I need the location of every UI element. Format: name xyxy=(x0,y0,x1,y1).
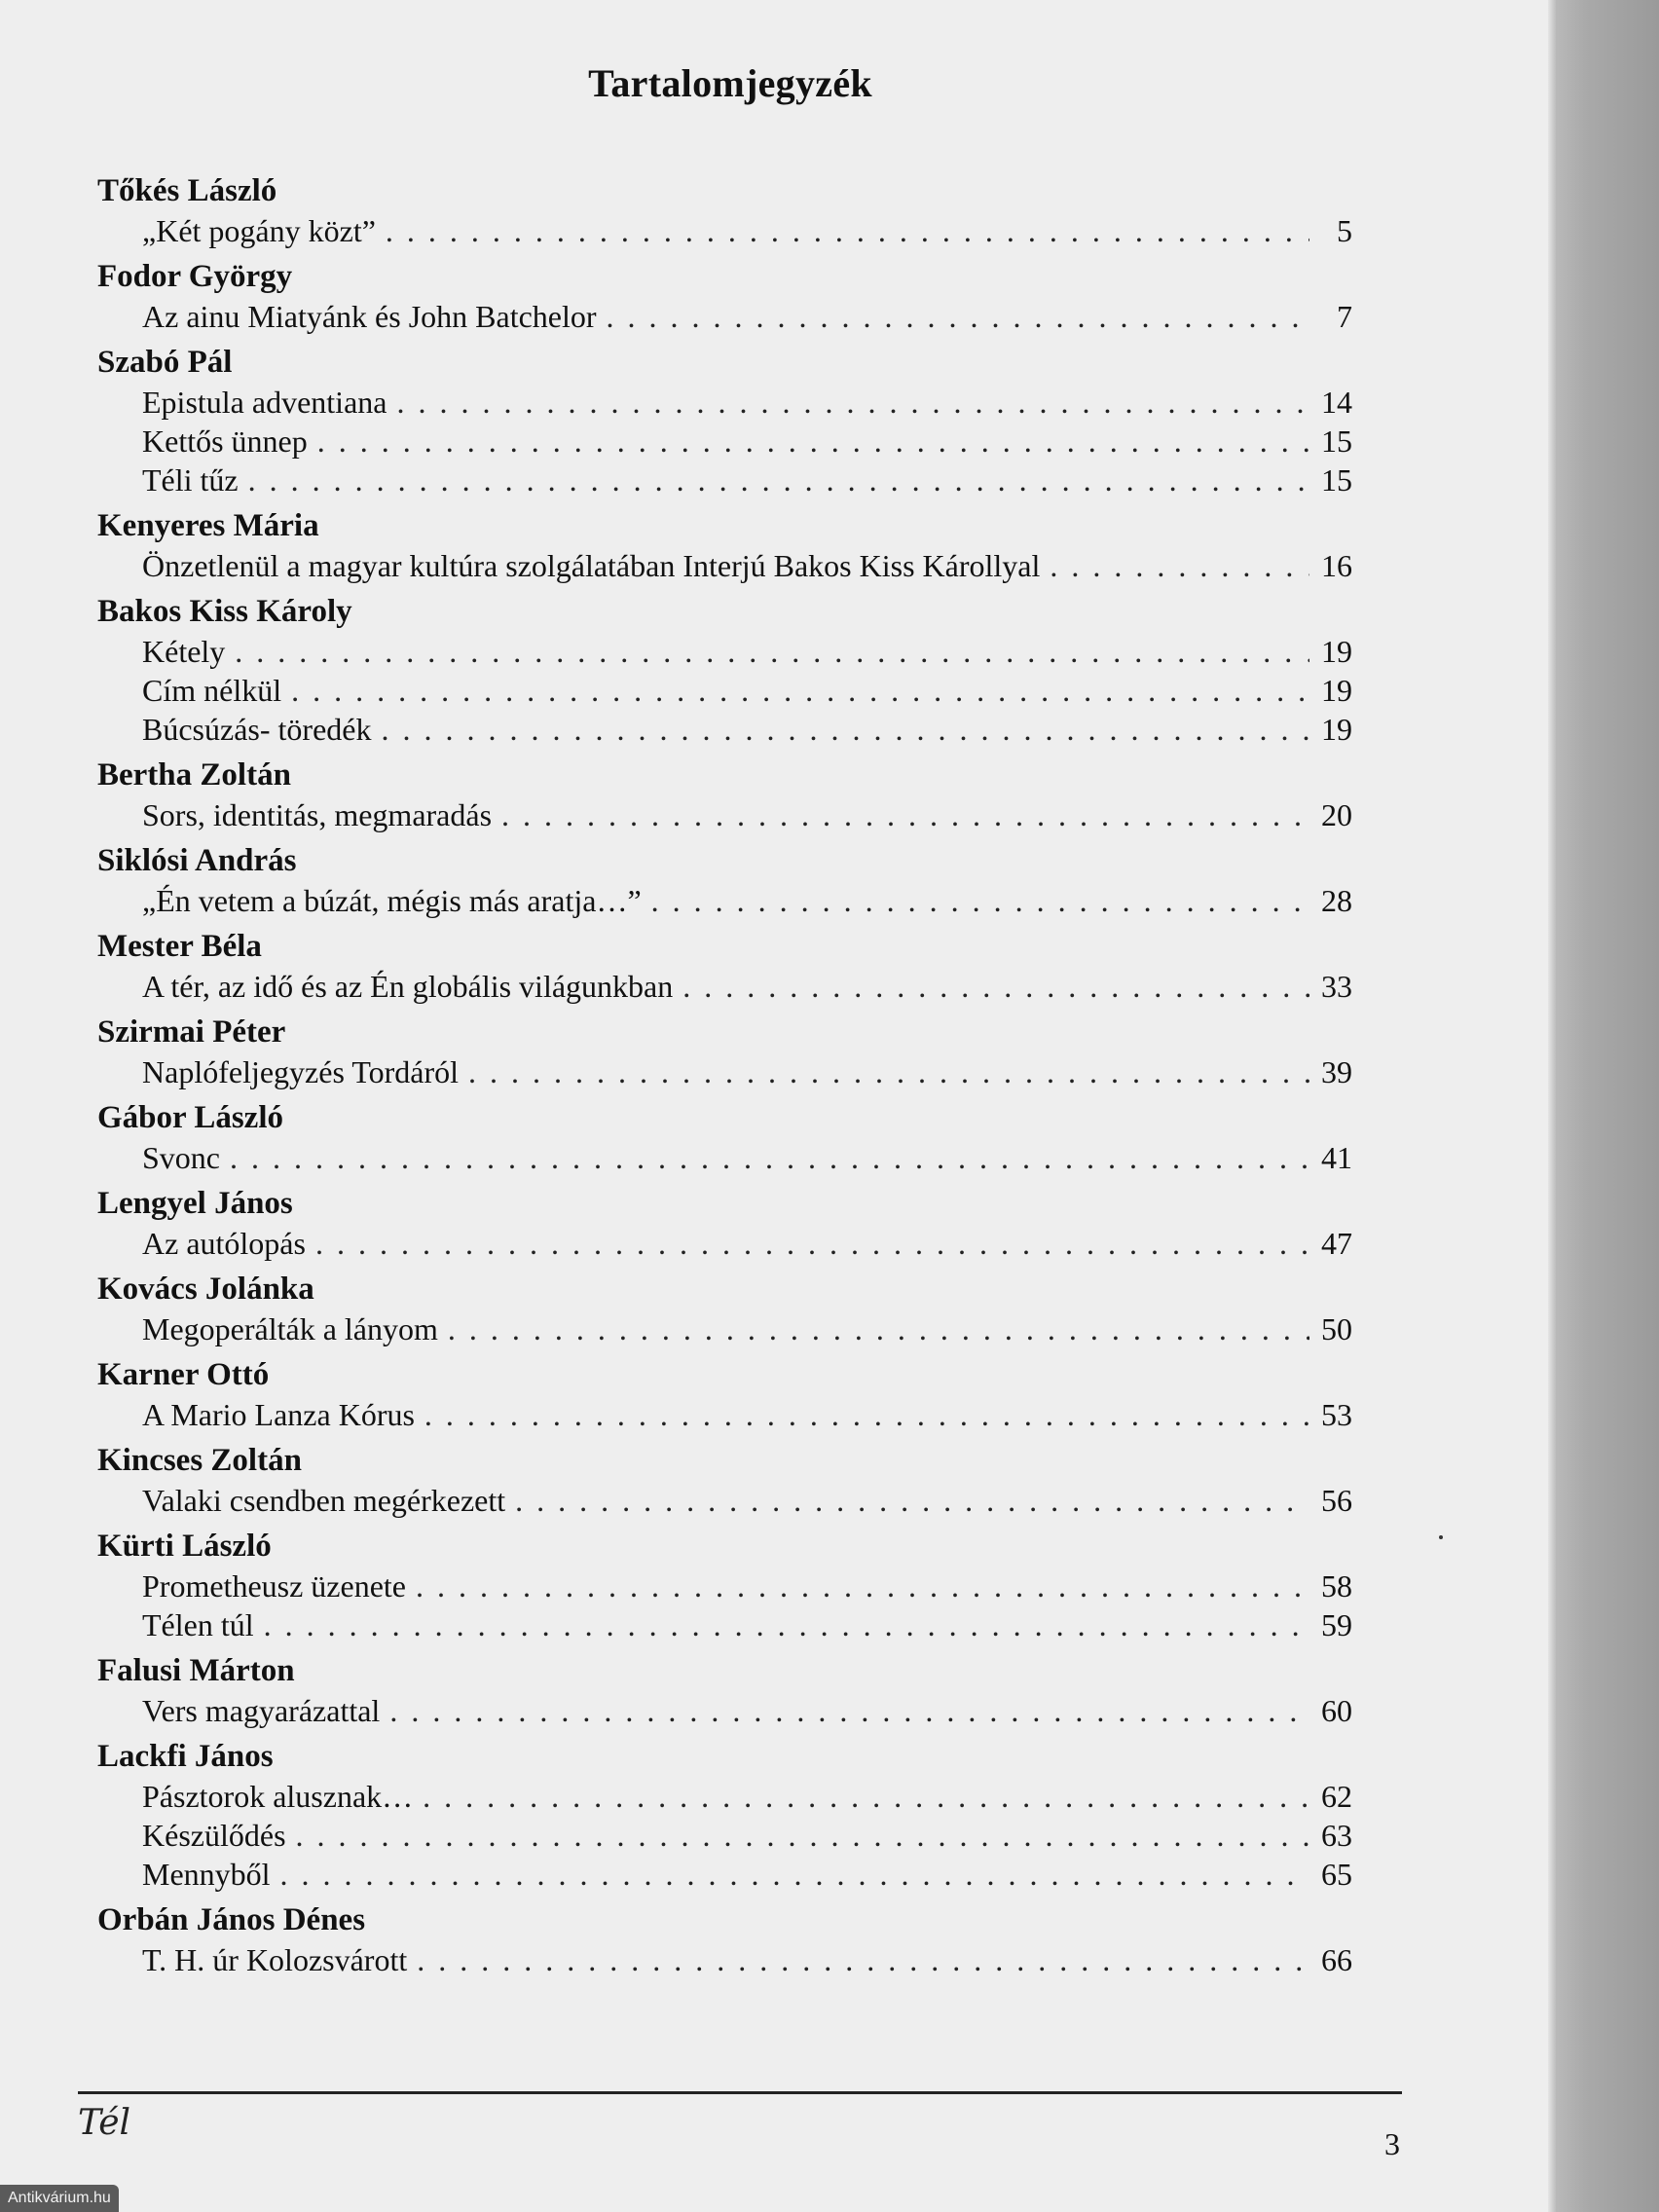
toc-entry-title: Készülődés xyxy=(142,1818,286,1853)
toc-author: Szabó Pál xyxy=(97,345,233,380)
dot-leader xyxy=(381,710,1309,749)
toc-section xyxy=(94,1269,1360,1348)
toc-entry xyxy=(142,710,1360,749)
toc-entry xyxy=(142,461,1360,499)
toc-section xyxy=(94,926,1360,1006)
toc-entry xyxy=(142,422,1360,461)
toc-entry-title: Télen túl xyxy=(142,1607,254,1642)
toc-section xyxy=(94,170,1360,250)
toc-entry-page: 58 xyxy=(1321,1568,1352,1604)
toc-author: Lengyel János xyxy=(97,1186,293,1221)
watermark-label: Antikvárium.hu xyxy=(0,2185,119,2212)
toc-section xyxy=(94,1183,1360,1263)
toc-entry-page: 19 xyxy=(1321,673,1352,708)
dot-leader xyxy=(396,383,1309,422)
toc-author: Kincses Zoltán xyxy=(97,1443,302,1478)
toc-author: Lackfi János xyxy=(97,1739,274,1774)
toc-author: Szirmai Péter xyxy=(97,1014,286,1050)
toc-author: Bakos Kiss Károly xyxy=(97,594,352,629)
toc-entry-title: Megoperálták a lányom xyxy=(142,1311,438,1346)
page-number: 3 xyxy=(1384,2126,1400,2161)
toc-entry xyxy=(142,1567,1360,1605)
page-edge-shadow xyxy=(1548,0,1659,2212)
toc-entry-page: 5 xyxy=(1337,213,1352,248)
journal-signature: Tél xyxy=(78,2103,131,2143)
toc-entry xyxy=(142,211,1360,250)
toc-entry-title: Vers magyarázattal xyxy=(142,1693,381,1728)
toc-entry-page: 15 xyxy=(1321,462,1352,498)
toc-entry-page: 65 xyxy=(1321,1857,1352,1892)
toc-section xyxy=(94,256,1360,336)
toc-entry xyxy=(142,1855,1360,1894)
toc-entry-page: 19 xyxy=(1321,712,1352,747)
toc-entry-page: 66 xyxy=(1321,1942,1352,1977)
toc-author: Tőkés László xyxy=(97,173,277,208)
toc-entry-page: 50 xyxy=(1321,1311,1352,1346)
toc-entry-title: Búcsúzás- töredék xyxy=(142,712,372,747)
toc-entry xyxy=(142,1691,1360,1730)
toc-entry-page: 56 xyxy=(1321,1483,1352,1518)
toc-section xyxy=(94,1012,1360,1091)
toc-entry xyxy=(142,1816,1360,1855)
toc-author: Karner Ottó xyxy=(97,1357,270,1392)
toc-entry-title: Az autólopás xyxy=(142,1226,306,1261)
toc-entry xyxy=(142,1605,1360,1644)
dot-leader xyxy=(1050,546,1309,585)
toc-author: Orbán János Dénes xyxy=(97,1902,366,1937)
toc-entry-title: A tér, az idő és az Én globális világunkban xyxy=(142,969,674,1004)
toc-entry-page: 19 xyxy=(1321,634,1352,669)
dot-leader xyxy=(291,671,1309,710)
toc-entry-page: 28 xyxy=(1321,883,1352,918)
toc-author: Fodor György xyxy=(97,259,293,294)
toc-author: Mester Béla xyxy=(97,929,262,964)
toc-entry xyxy=(142,967,1360,1006)
toc-entry-title: Sors, identitás, megmaradás xyxy=(142,797,493,832)
toc-entry-page: 33 xyxy=(1321,969,1352,1004)
toc-entry-page: 15 xyxy=(1321,424,1352,459)
dot-leader xyxy=(280,1855,1309,1894)
print-speck xyxy=(1439,1535,1443,1539)
dot-leader xyxy=(423,1777,1309,1816)
toc-entry xyxy=(142,383,1360,422)
table-of-contents xyxy=(94,170,1360,1985)
toc-entry xyxy=(142,632,1360,671)
toc-entry-title: Prometheusz üzenete xyxy=(142,1568,406,1604)
dot-leader xyxy=(607,297,1309,336)
toc-entry xyxy=(142,1395,1360,1434)
toc-entry-title: Kétely xyxy=(142,634,226,669)
toc-section xyxy=(94,1354,1360,1434)
dot-leader xyxy=(235,632,1309,671)
toc-entry-title: Naplófeljegyzés Tordáról xyxy=(142,1054,460,1089)
dot-leader xyxy=(248,461,1309,499)
dot-leader xyxy=(682,967,1309,1006)
toc-entry-page: 14 xyxy=(1321,385,1352,420)
toc-section xyxy=(94,755,1360,834)
toc-entry-title: Pásztorok alusznak… xyxy=(142,1779,414,1814)
footer-rule xyxy=(78,2091,1402,2094)
toc-section xyxy=(94,591,1360,749)
toc-entry-page: 59 xyxy=(1321,1607,1352,1642)
toc-author: Gábor László xyxy=(97,1100,283,1135)
toc-author: Bertha Zoltán xyxy=(97,757,291,793)
toc-entry xyxy=(142,795,1360,834)
toc-author: Kürti László xyxy=(97,1529,272,1564)
toc-author: Falusi Márton xyxy=(97,1653,295,1688)
toc-section xyxy=(94,505,1360,585)
dot-leader xyxy=(424,1395,1309,1434)
toc-entry-title: T. H. úr Kolozsvárott xyxy=(142,1942,408,1977)
toc-entry-page: 63 xyxy=(1321,1818,1352,1853)
dot-leader xyxy=(651,881,1309,920)
toc-entry-title: Az ainu Miatyánk és John Batchelor xyxy=(142,299,597,334)
toc-entry xyxy=(142,1138,1360,1177)
toc-entry-title: Kettős ünnep xyxy=(142,424,308,459)
toc-entry xyxy=(142,1052,1360,1091)
toc-author: Kenyeres Mária xyxy=(97,508,319,543)
toc-entry-page: 7 xyxy=(1337,299,1352,334)
dot-leader xyxy=(230,1138,1309,1177)
toc-entry xyxy=(142,1777,1360,1816)
toc-entry-title: Önzetlenül a magyar kultúra szolgálatában Interjú Bakos Kiss Károllyal xyxy=(142,548,1041,583)
toc-entry xyxy=(142,1309,1360,1348)
dot-leader xyxy=(468,1052,1309,1091)
toc-entry xyxy=(142,1940,1360,1979)
dot-leader xyxy=(416,1567,1309,1605)
toc-entry-page: 16 xyxy=(1321,548,1352,583)
toc-entry-title: „Én vetem a búzát, mégis más aratja…” xyxy=(142,883,642,918)
toc-section xyxy=(94,1899,1360,1979)
toc-entry-page: 60 xyxy=(1321,1693,1352,1728)
page-title: Tartalomjegyzék xyxy=(588,61,872,105)
toc-section xyxy=(94,1650,1360,1730)
toc-entry-page: 20 xyxy=(1321,797,1352,832)
toc-section xyxy=(94,1097,1360,1177)
dot-leader xyxy=(515,1481,1309,1520)
toc-author: Siklósi András xyxy=(97,843,297,878)
dot-leader xyxy=(417,1940,1309,1979)
dot-leader xyxy=(296,1816,1309,1855)
toc-entry-page: 41 xyxy=(1321,1140,1352,1175)
toc-entry-page: 62 xyxy=(1321,1779,1352,1814)
dot-leader xyxy=(315,1224,1309,1263)
toc-entry xyxy=(142,881,1360,920)
toc-section xyxy=(94,342,1360,499)
toc-section xyxy=(94,1526,1360,1644)
toc-entry-title: Svonc xyxy=(142,1140,220,1175)
dot-leader xyxy=(501,795,1309,834)
toc-entry-page: 39 xyxy=(1321,1054,1352,1089)
dot-leader xyxy=(389,1691,1309,1730)
toc-entry xyxy=(142,1224,1360,1263)
toc-section xyxy=(94,1440,1360,1520)
dot-leader xyxy=(317,422,1309,461)
toc-entry xyxy=(142,297,1360,336)
toc-entry-title: Epistula adventiana xyxy=(142,385,387,420)
toc-entry-title: A Mario Lanza Kórus xyxy=(142,1397,415,1432)
toc-entry xyxy=(142,671,1360,710)
toc-entry-page: 47 xyxy=(1321,1226,1352,1261)
toc-entry-title: Téli tűz xyxy=(142,462,239,498)
toc-author: Kovács Jolánka xyxy=(97,1272,314,1307)
toc-entry-title: Mennyből xyxy=(142,1857,271,1892)
dot-leader xyxy=(448,1309,1309,1348)
toc-entry xyxy=(142,1481,1360,1520)
toc-section xyxy=(94,1736,1360,1894)
dot-leader xyxy=(386,211,1309,250)
toc-entry xyxy=(142,546,1360,585)
toc-section xyxy=(94,840,1360,920)
toc-entry-title: Valaki csendben megérkezett xyxy=(142,1483,506,1518)
dot-leader xyxy=(264,1605,1309,1644)
toc-entry-title: Cím nélkül xyxy=(142,673,282,708)
toc-entry-title: „Két pogány közt” xyxy=(142,213,376,248)
toc-entry-page: 53 xyxy=(1321,1397,1352,1432)
